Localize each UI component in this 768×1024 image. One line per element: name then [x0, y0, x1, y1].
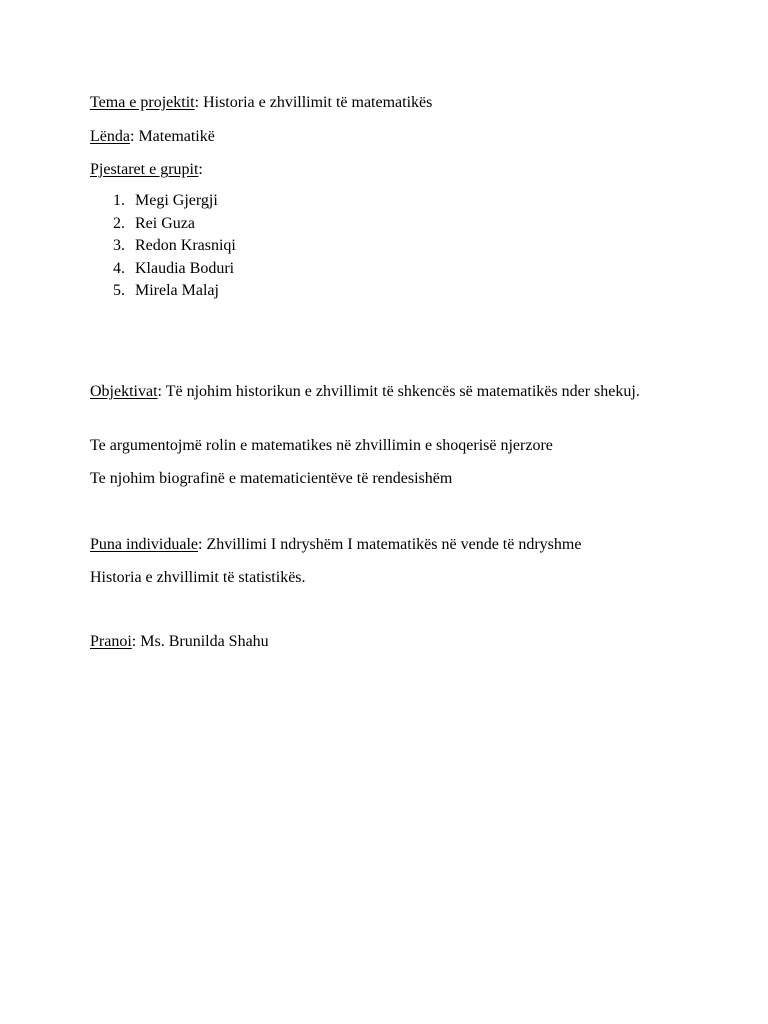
- members-list-wrap: [90, 190, 236, 303]
- members-list: [90, 190, 236, 303]
- accepted-label: Pranoi: [90, 633, 132, 650]
- topic-line: [90, 93, 432, 113]
- individual-label: Puna individuale: [90, 536, 198, 553]
- colon: :: [157, 383, 166, 400]
- members-label: Pjestaret e grupit: [90, 161, 199, 178]
- individual-text: Zhvillimi I ndryshëm I matematikës në vende të ndryshme: [206, 536, 582, 553]
- accepted-line: [90, 632, 269, 652]
- topic-label: Tema e projektit: [90, 94, 195, 111]
- list-item: 3. Redon Krasniqi: [113, 237, 236, 254]
- list-item: 1. Megi Gjergji: [113, 192, 218, 209]
- member-name: Megi Gjergji: [135, 192, 218, 209]
- colon: :: [194, 94, 204, 111]
- objective-2: Te argumentojmë rolin e matematikes në zhvillimin e shoqerisë njerzore: [90, 437, 553, 454]
- list-item: 4. Klaudia Boduri: [113, 259, 235, 277]
- member-name: Mirela Malaj: [135, 282, 219, 299]
- list-item: 2. Rei Guza: [113, 214, 195, 232]
- topic-value: Historia e zhvillimit të matematikës: [203, 94, 433, 111]
- member-name: Redon Krasniqi: [135, 237, 236, 254]
- colon: :: [198, 161, 203, 178]
- objectives-text: Të njohim historikun e zhvillimit të shkencës së matematikës nder shekuj.: [165, 383, 640, 400]
- colon: :: [129, 128, 139, 145]
- objectives-line: [90, 382, 650, 402]
- list-item: 5. Mirela Malaj: [113, 282, 219, 299]
- member-name: Klaudia Boduri: [135, 259, 235, 277]
- individual-2: Historia e zhvillimit të statistikës.: [90, 569, 306, 586]
- subject-line: [90, 127, 215, 147]
- member-name: Rei Guza: [135, 214, 195, 232]
- subject-value: Matematikë: [138, 128, 215, 145]
- accepted-value: Ms. Brunilda Shahu: [140, 633, 269, 650]
- objective-3: Te njohim biografinë e matematicientëve të rendesishëm: [90, 470, 453, 487]
- colon: :: [131, 633, 141, 650]
- colon: :: [197, 536, 207, 553]
- objectives-label: Objektivat: [90, 383, 158, 400]
- individual-line: [90, 535, 581, 555]
- subject-label: Lënda: [90, 128, 130, 145]
- members-heading: [90, 160, 203, 180]
